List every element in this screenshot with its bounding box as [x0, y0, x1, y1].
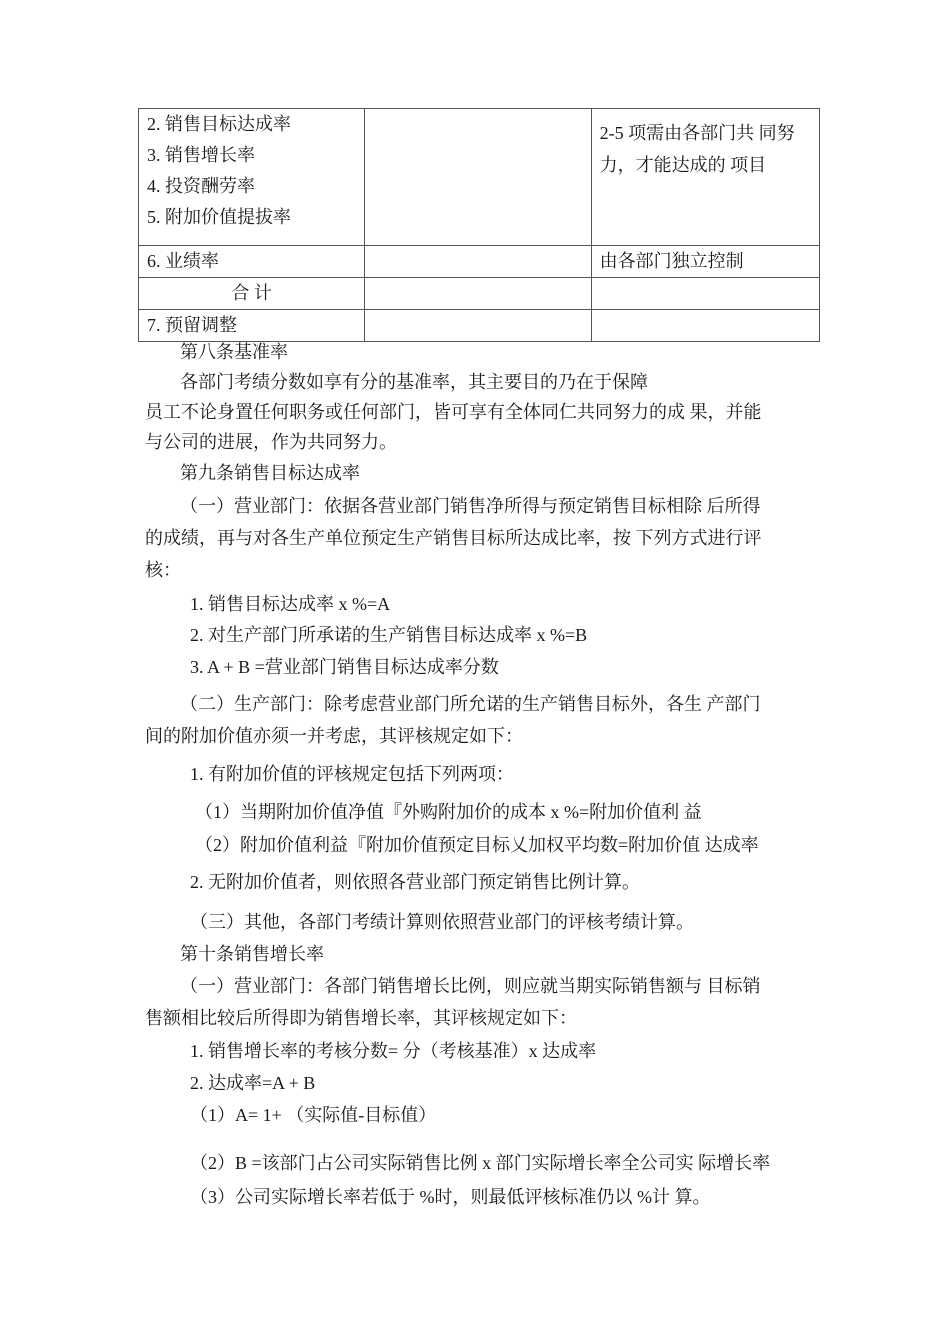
table-row: [139, 310, 820, 342]
table-cell-note: 2-5 项需由各部门共 同努力，才能达成的 项目: [591, 109, 819, 246]
table-cell-note: 由各部门独立控制: [591, 246, 819, 278]
list-item: （3）公司实际增长率若低于 %时，则最低评核标准仍以 %计 算。: [190, 1187, 711, 1207]
article-heading: 第九条销售目标达成率: [180, 463, 360, 483]
table-cell-items: [139, 109, 365, 246]
paragraph-line: 间的附加价值亦须一并考虑，其评核规定如下：: [145, 726, 523, 746]
list-item: （2）B =该部门占公司实际销售比例 x 部门实际增长率全公司实 际增长率: [190, 1153, 771, 1173]
table-cell: [365, 246, 591, 278]
list-item: （1）A= 1+ （实际值-目标值）: [190, 1105, 437, 1125]
table-cell: [591, 310, 819, 342]
table-cell: [591, 278, 819, 310]
list-item: 2. 对生产部门所承诺的生产销售目标达成率 x %=B: [190, 625, 588, 645]
paragraph-line: （二）生产部门：除考虑营业部门所允诺的生产销售目标外，各生 产部门: [180, 694, 761, 714]
list-item: 1. 有附加价值的评核规定包括下列两项：: [190, 764, 514, 784]
list-item: 3. 销售增长率: [147, 145, 255, 165]
list-item: 1. 销售目标达成率 x %=A: [190, 594, 391, 614]
paragraph-line: 员工不论身置任何职务或任何部门，皆可享有全体同仁共同努力的成 果，并能: [145, 402, 762, 422]
list-item: （2）附加价值利益『附加价值预定目标乂加权平均数=附加价值 达成率: [195, 835, 759, 855]
article-heading: 第八条基准率: [180, 342, 288, 362]
table-cell: [365, 109, 591, 246]
paragraph-line: 核：: [145, 560, 181, 580]
table-row: [139, 246, 820, 278]
table-row: [139, 109, 820, 246]
paragraph-line: 各部门考绩分数如享有分的基准率，其主要目的乃在于保障: [180, 372, 648, 392]
table-cell-item: 7. 预留调整: [139, 310, 365, 342]
list-item: （1）当期附加价值净值『外购附加价的成本 x %=附加价值利 益: [195, 802, 702, 822]
paragraph-line: 售额相比较后所得即为销售增长率，其评核规定如下：: [145, 1008, 577, 1028]
table-cell-total: 合 计: [139, 278, 365, 310]
table-row: [139, 278, 820, 310]
paragraph-line: （三）其他，各部门考绩计算则依照营业部门的评核考绩计算。: [190, 912, 694, 932]
list-item: 2. 销售目标达成率: [147, 114, 291, 134]
paragraph-line: （一）营业部门：依据各营业部门销售净所得与预定销售目标相除 后所得: [180, 496, 761, 516]
list-item: 2. 达成率=A + B: [190, 1073, 316, 1093]
table-cell: [365, 310, 591, 342]
article-heading: 第十条销售增长率: [180, 944, 324, 964]
list-item: 5. 附加价值提拔率: [147, 207, 291, 227]
list-item: 2. 无附加价值者，则依照各营业部门预定销售比例计算。: [190, 872, 640, 892]
list-item: 3. A + B =营业部门销售目标达成率分数: [190, 657, 499, 677]
evaluation-table: [138, 108, 820, 342]
list-item: 4. 投资酬劳率: [147, 176, 255, 196]
paragraph-line: 与公司的进展，作为共同努力。: [145, 432, 397, 452]
table-cell: [365, 278, 591, 310]
paragraph-line: 的成绩，再与对各生产单位预定生产销售目标所达成比率，按 下列方式进行评: [145, 528, 762, 548]
paragraph-line: （一）营业部门：各部门销售增长比例，则应就当期实际销售额与 目标销: [180, 976, 761, 996]
table-cell-item: 6. 业绩率: [139, 246, 365, 278]
list-item: 1. 销售增长率的考核分数= 分（考核基准）x 达成率: [190, 1041, 597, 1061]
